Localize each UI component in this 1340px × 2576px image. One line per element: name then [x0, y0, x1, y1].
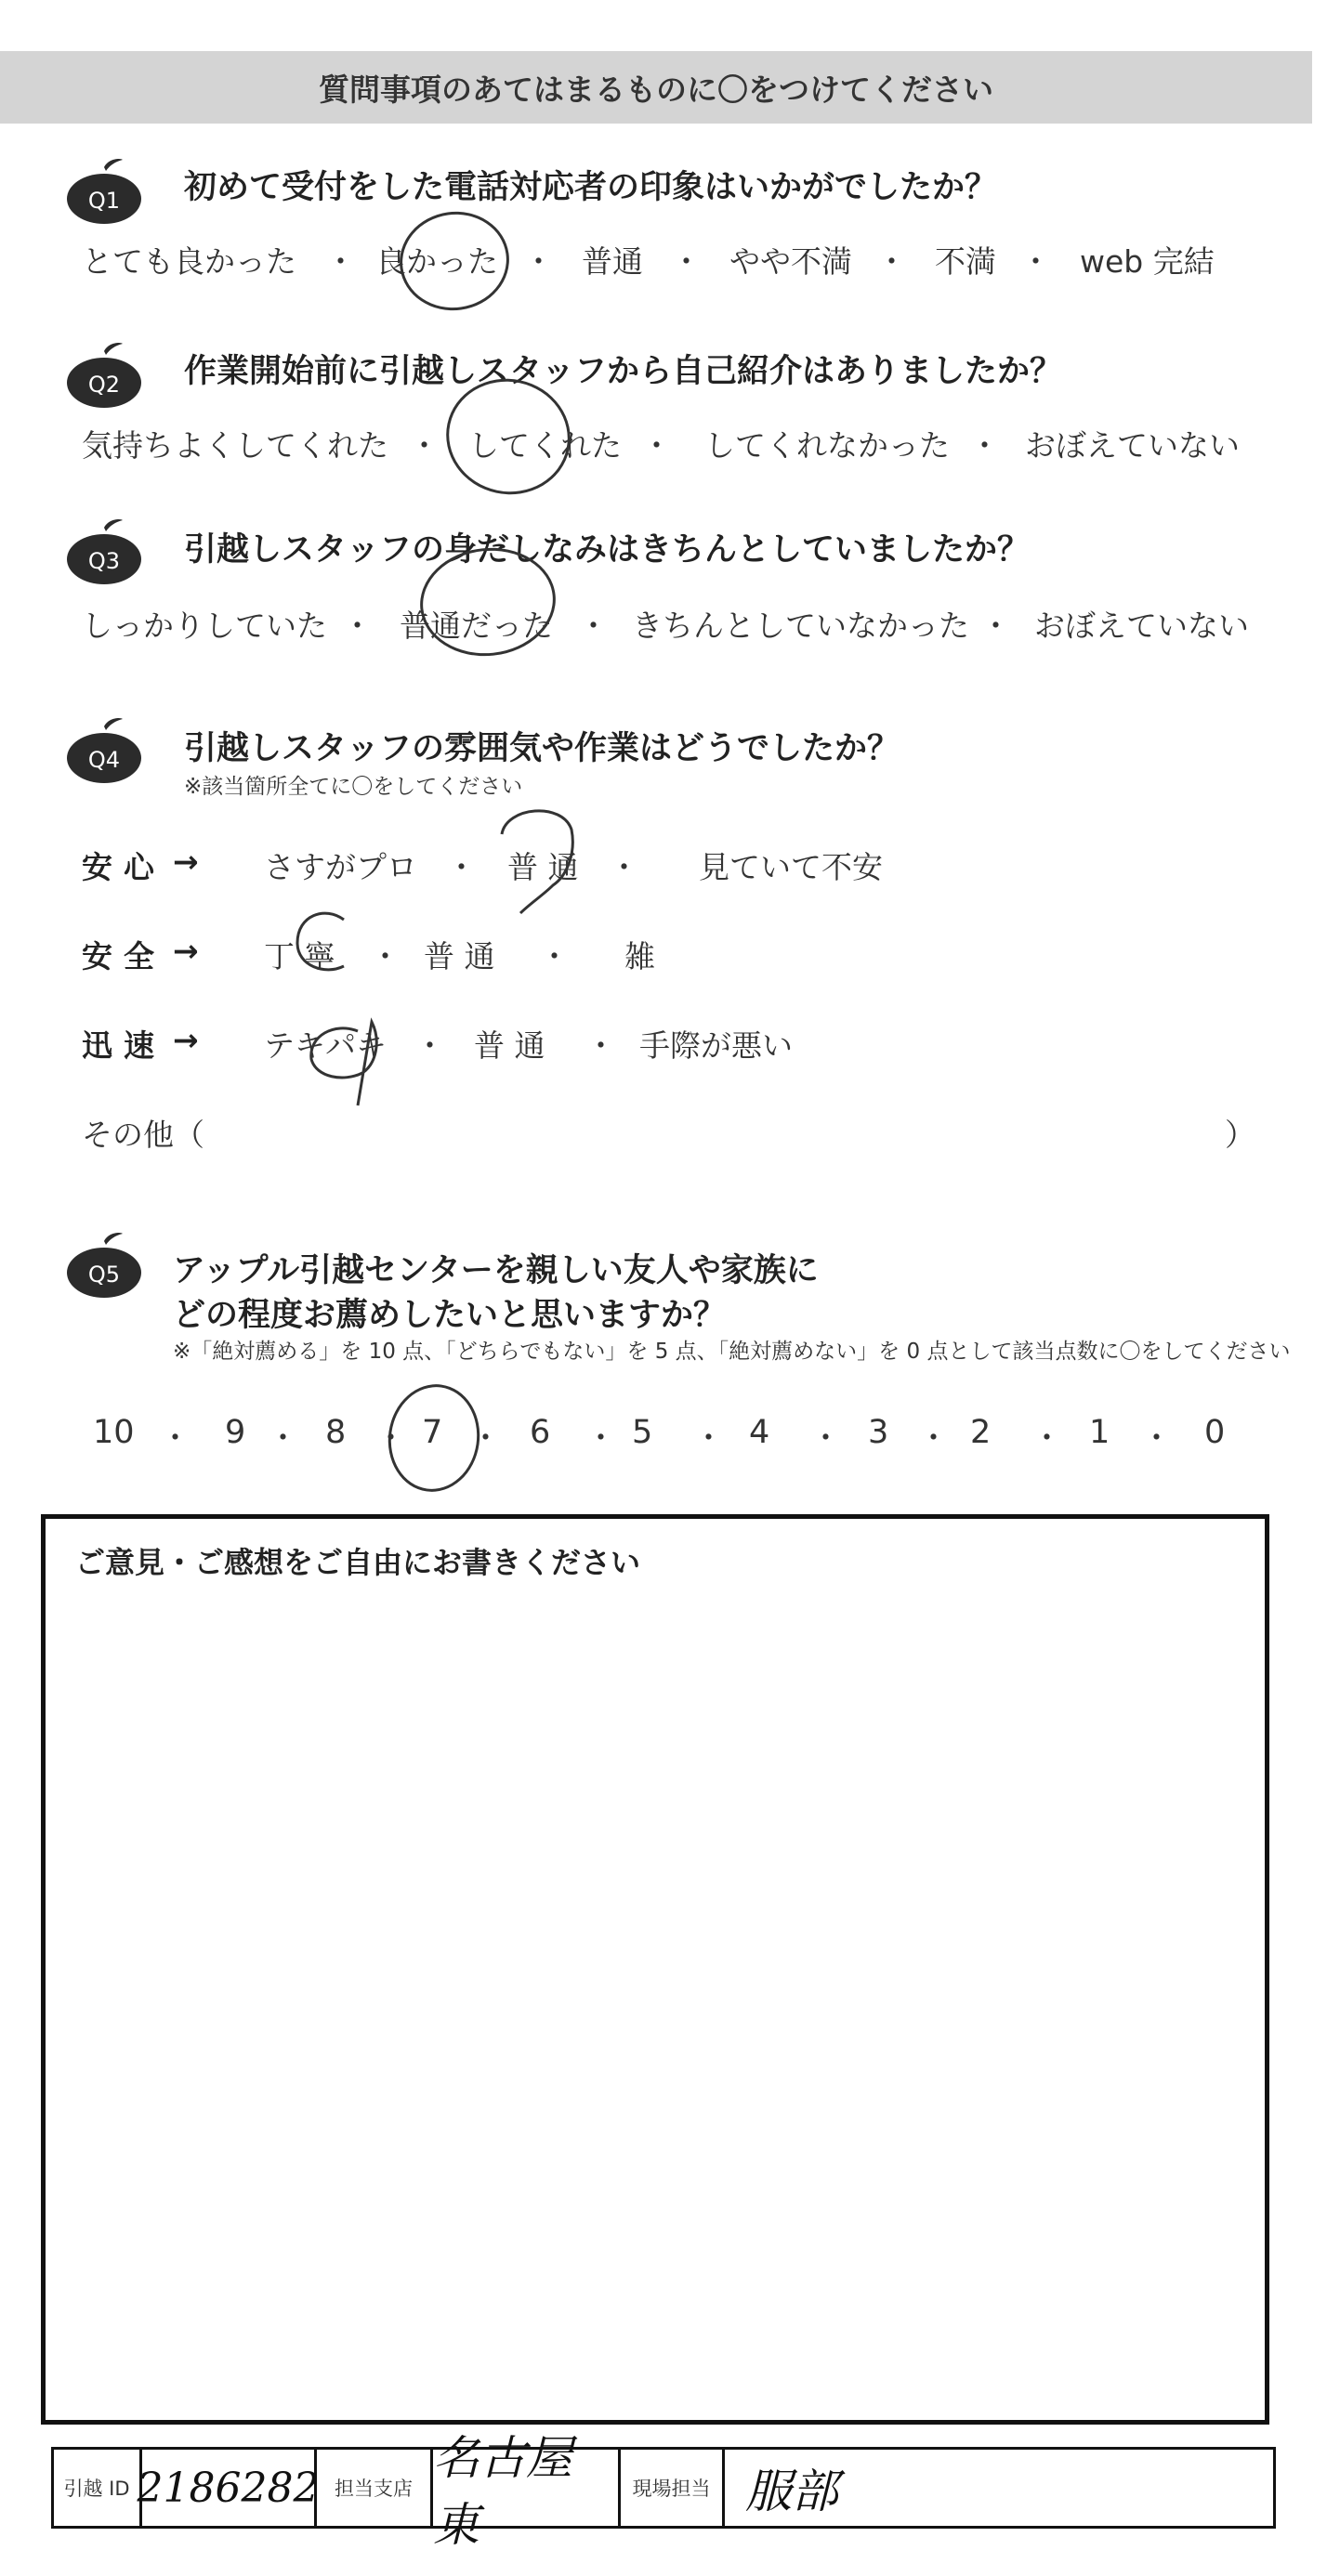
q2-option[interactable]: してくれた [468, 427, 622, 464]
separator-dot: ・ [578, 608, 609, 644]
q3-question: 引越しスタッフの身だしなみはきちんとしていましたか？ [184, 531, 1031, 569]
separator-dot: ・ [414, 1027, 445, 1064]
q4-row1-selection-mark [483, 797, 585, 927]
form-header [0, 51, 1312, 124]
score-option[interactable]: 9 [225, 1414, 246, 1451]
form-title: 質問事項のあてはまるものに〇をつけてください [319, 71, 993, 108]
branch-value-cell[interactable] [433, 2431, 621, 2552]
q4-note: ※該当箇所全てに〇をしてください [184, 775, 523, 799]
q4-option[interactable]: 見ていて不安 [699, 849, 883, 885]
staff-label: 現場担当 [632, 2478, 711, 2500]
q4-option[interactable]: 普 通 [507, 849, 579, 885]
arrow-right-icon: → [173, 843, 199, 880]
badge-label: Q5 [87, 1262, 121, 1288]
q4-other-input[interactable] [223, 1111, 1208, 1152]
apple-badge-icon [58, 1230, 146, 1301]
separator-dot: ・ [342, 608, 373, 644]
separator-dot: ・ [268, 1419, 298, 1456]
q1-option[interactable]: web 完結 [1080, 243, 1215, 280]
badge-label: Q4 [87, 747, 121, 773]
separator-dot: ・ [1020, 243, 1051, 280]
branch-label: 担当支店 [335, 2478, 413, 2500]
q1-option[interactable]: 良かった [375, 243, 498, 280]
q3-option[interactable]: しっかりしていた [82, 608, 327, 644]
move-id-label-cell [54, 2450, 142, 2526]
footer-info-bar [51, 2431, 1276, 2552]
q4-option[interactable]: 丁 寧 [264, 938, 335, 974]
q1-selection-circle [393, 204, 516, 317]
move-id-value-cell[interactable] [137, 2450, 320, 2526]
separator-dot: ・ [585, 1027, 616, 1064]
score-option[interactable]: 8 [325, 1414, 347, 1451]
badge-label: Q2 [87, 372, 121, 398]
q4-option[interactable]: テキパキ [264, 1027, 387, 1064]
q4-row2-selection-mark [279, 901, 372, 994]
arrow-right-icon: → [173, 1022, 199, 1058]
q5-selection-circle [381, 1379, 486, 1498]
q1-question: 初めて受付をした電話対応者の印象はいかがでしたか？ [184, 169, 998, 206]
apple-badge-icon [58, 517, 146, 587]
q3-option[interactable]: おぼえていない [1034, 608, 1249, 644]
separator-dot: ・ [160, 1419, 190, 1456]
q4-row3-selection-mark [288, 985, 400, 1115]
score-option[interactable]: 1 [1089, 1414, 1110, 1451]
separator-dot: ・ [523, 243, 554, 280]
separator-dot: ・ [641, 427, 672, 464]
q3-option[interactable]: 普通だった [400, 608, 553, 644]
badge-label: Q1 [87, 188, 121, 214]
arrow-right-icon: → [173, 933, 199, 969]
separator-dot: ・ [1141, 1419, 1172, 1456]
staff-value-cell[interactable] [725, 2450, 1273, 2526]
apple-badge-icon [58, 156, 146, 227]
q4-row-label: 安全 [82, 938, 165, 974]
separator-dot: ・ [1031, 1419, 1062, 1456]
score-option[interactable]: 10 [93, 1414, 135, 1451]
q4-option[interactable]: 普 通 [474, 1027, 545, 1064]
q4-option[interactable]: さすがプロ [264, 849, 417, 885]
move-id-value: 2186282 [137, 2464, 320, 2512]
q4-row-label: 迅速 [82, 1027, 165, 1064]
separator-dot: ・ [375, 1419, 406, 1456]
separator-dot: ・ [918, 1419, 949, 1456]
comments-body[interactable] [75, 1593, 1235, 2390]
staff-label-cell [621, 2450, 725, 2526]
q4-option[interactable]: 雑 [624, 938, 655, 974]
score-option[interactable]: 6 [530, 1414, 551, 1451]
q3-option[interactable]: きちんとしていなかった [632, 608, 969, 644]
q5-note: ※「絶対薦める」を 10 点、「どちらでもない」を 5 点、「絶対薦めない」を 0 点として該当点数に〇をしてください [173, 1340, 1291, 1364]
separator-dot: ・ [585, 1419, 616, 1456]
score-option[interactable]: 7 [422, 1414, 443, 1451]
score-option[interactable]: 5 [632, 1414, 653, 1451]
separator-dot: ・ [671, 243, 702, 280]
q2-option[interactable]: 気持ちよくしてくれた [82, 427, 388, 464]
q4-other-close: ） [1225, 1117, 1255, 1153]
separator-dot: ・ [876, 243, 907, 280]
score-option[interactable]: 4 [749, 1414, 770, 1451]
q1-option[interactable]: とても良かった [82, 243, 296, 280]
separator-dot: ・ [810, 1419, 841, 1456]
separator-dot: ・ [470, 1419, 501, 1456]
branch-label-cell [317, 2450, 433, 2526]
separator-dot: ・ [693, 1419, 724, 1456]
q1-option[interactable]: 不満 [935, 243, 996, 280]
q4-other-label: その他（ [82, 1117, 204, 1153]
apple-badge-icon [58, 340, 146, 411]
q4-row-label: 安心 [82, 849, 165, 885]
apple-badge-icon [58, 715, 146, 786]
q2-question: 作業開始前に引越しスタッフから自己紹介はありましたか？ [184, 353, 1063, 390]
q2-option[interactable]: してくれなかった [704, 427, 950, 464]
q1-option[interactable]: 普通 [582, 243, 643, 280]
comments-box[interactable] [41, 1514, 1269, 2425]
separator-dot: ・ [409, 427, 440, 464]
separator-dot: ・ [969, 427, 1000, 464]
staff-value: 服部 [745, 2465, 838, 2518]
comments-title: ご意見・ご感想をご自由にお書きください [75, 1545, 641, 1580]
badge-label: Q3 [87, 548, 121, 574]
separator-dot: ・ [980, 608, 1011, 644]
score-option[interactable]: 0 [1204, 1414, 1226, 1451]
score-option[interactable]: 2 [970, 1414, 992, 1451]
q4-question: 引越しスタッフの雰囲気や作業はどうでしたか？ [184, 730, 900, 767]
q5-question-line1: アップル引越センターを親しい友人や家族に [173, 1252, 819, 1289]
move-id-label: 引越 ID [63, 2478, 130, 2500]
score-option[interactable]: 3 [868, 1414, 889, 1451]
q4-option[interactable]: 手際が悪い [639, 1027, 793, 1064]
separator-dot: ・ [370, 938, 401, 974]
separator-dot: ・ [446, 849, 477, 885]
q2-option[interactable]: おぼえていない [1025, 427, 1240, 464]
q5-question-line2: どの程度お薦めしたいと思いますか？ [173, 1297, 727, 1334]
branch-value: 名古屋東 [433, 2431, 572, 2552]
q4-option[interactable]: 普 通 [424, 938, 495, 974]
separator-dot: ・ [609, 849, 639, 885]
q1-option[interactable]: やや不満 [729, 243, 852, 280]
separator-dot: ・ [539, 938, 570, 974]
separator-dot: ・ [325, 243, 356, 280]
